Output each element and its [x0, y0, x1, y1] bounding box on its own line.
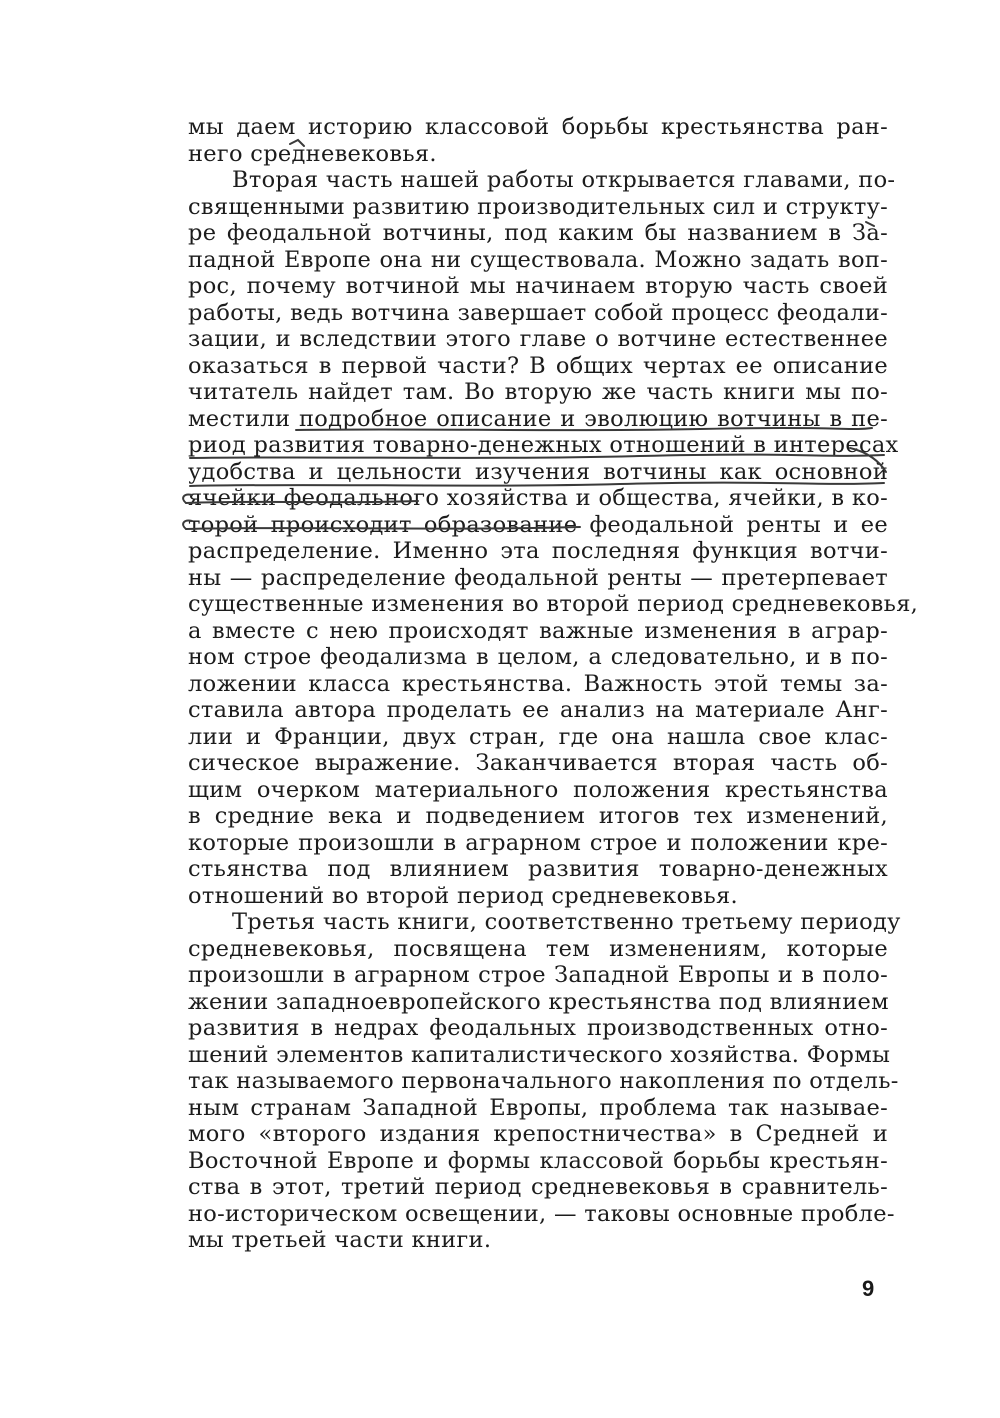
text-line: лии и Франции, двух стран, где она нашла свое клас-	[188, 723, 888, 750]
text-line: падной Европе она ни существовала. Можно задать воп-	[188, 246, 888, 273]
text-line: а вместе с нею происходят важные изменения в аграр-	[188, 617, 888, 644]
text-line: ны — распределение феодальной ренты — претерпевает	[188, 564, 888, 591]
text-line: распределение. Именно эта последняя функция вотчи-	[188, 538, 888, 564]
text-line: отношений во второй период средневековья.	[188, 882, 738, 909]
text-line: торой происходит образование феодальной ренты и ее	[188, 511, 888, 538]
text-line: развития в недрах феодальных производственных отно-	[188, 1015, 888, 1041]
text-line: ставила автора проделать ее анализ на материале Анг-	[188, 697, 888, 723]
text-line: щим очерком материального положения крестьянства	[188, 776, 888, 803]
text-line: сическое выражение. Заканчивается вторая часть об-	[188, 750, 888, 776]
text-line: ном строе феодализма в целом, а следовательно, и в по-	[188, 644, 888, 670]
text-line: ложении класса крестьянства. Важность этой темы за-	[188, 670, 888, 697]
text-line: так называемого первоначального накопления по отдель-	[188, 1068, 899, 1094]
text-line: удобства и цельности изучения вотчины как основной	[188, 458, 888, 485]
text-line: стьянства под влиянием развития товарно-денежных	[188, 856, 888, 882]
text-line: Восточной Европе и формы классовой борьбы крестьян-	[188, 1147, 888, 1174]
text-line: зации, и вследствии этого главе о вотчине естественнее	[188, 326, 888, 352]
text-line: священными развитию производительных сил и структу-	[188, 193, 889, 220]
text-line: ным странам Западной Европы, проблема так называе-	[188, 1094, 888, 1121]
text-line: ячейки феодального хозяйства и общества, ячейки, в ко-	[188, 485, 888, 511]
text-line: мого «второго издания крепостничества» в Средней и	[188, 1121, 888, 1147]
text-line: мы третьей части книги.	[188, 1227, 492, 1253]
body-text	[188, 114, 919, 1254]
text-line: мы даем историю классовой борьбы крестьянства ран-	[188, 114, 888, 140]
text-line: работы, ведь вотчина завершает собой процесс феодали-	[188, 299, 888, 326]
text-line: но-историческом освещении, — таковы основные пробле-	[188, 1200, 895, 1227]
text-line: ства в этот, третий период средневековья в сравнитель-	[188, 1174, 888, 1200]
text-line: Вторая часть нашей работы открывается главами, по-	[232, 167, 896, 193]
text-line: риод развития товарно-денежных отношений в интересах	[188, 432, 899, 458]
text-line: жении западноевропейского крестьянства под влиянием	[188, 988, 889, 1015]
text-line: рос, почему вотчиной мы начинаем вторую часть своей	[188, 273, 888, 299]
text-line: ре феодальной вотчины, под каким бы названием в За-	[188, 220, 888, 246]
page-number: 9	[862, 1276, 875, 1301]
text-line: оказаться в первой части? В общих чертах ее описание	[188, 352, 888, 379]
text-line: местили подробное описание и эволюцию вотчины в пе-	[188, 405, 888, 432]
text-line: Третья часть книги, соответственно третьему периоду	[232, 909, 901, 935]
text-line: в средние века и подведением итогов тех изменений,	[188, 803, 888, 829]
text-line: средневековья, посвящена тем изменениям, которые	[188, 935, 888, 962]
text-line: читатель найдет там. Во вторую же часть книги мы по-	[188, 379, 888, 405]
text-line: него средневековья.	[188, 140, 437, 167]
text-line: шений элементов капиталистического хозяйства. Формы	[188, 1041, 891, 1068]
text-line: существенные изменения во второй период средневековья,	[188, 591, 919, 617]
text-line: произошли в аграрном строе Западной Европы и в поло-	[188, 962, 888, 988]
text-line: которые произошли в аграрном строе и положении кре-	[188, 829, 888, 856]
